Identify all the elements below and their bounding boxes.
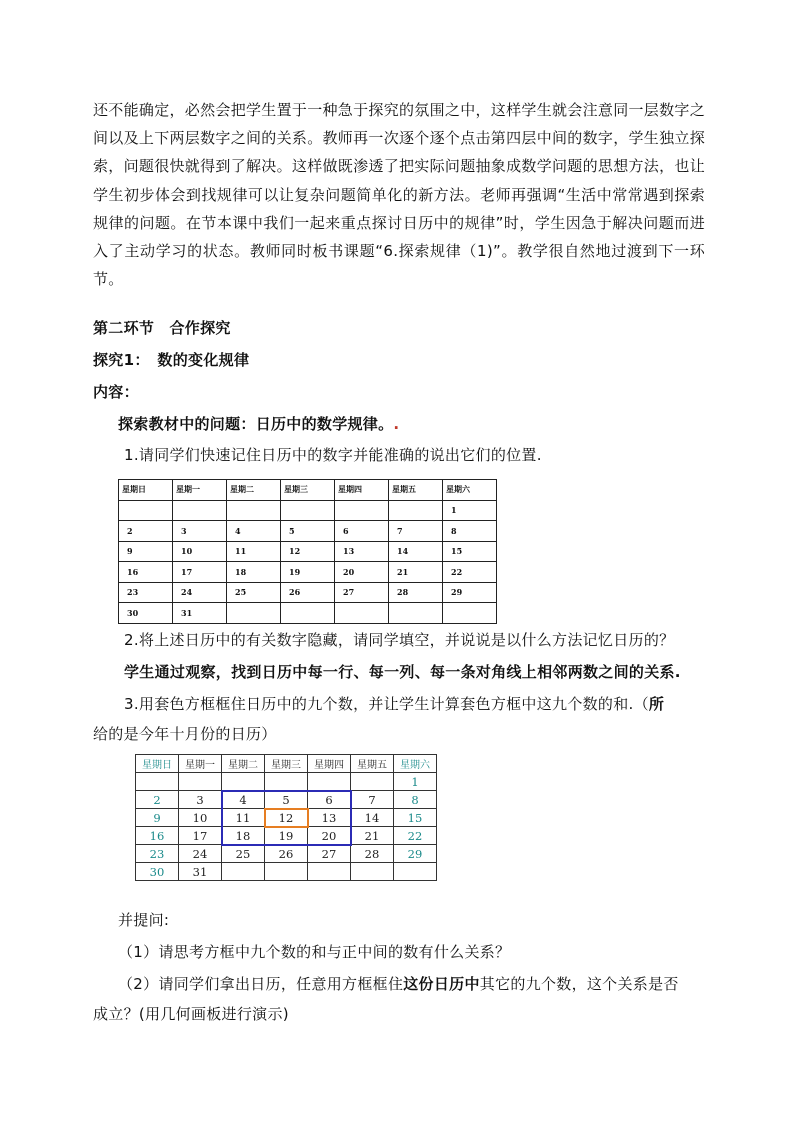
calendar-header-cell: 星期四 xyxy=(308,755,351,773)
calendar-cell: 2 xyxy=(136,791,179,809)
calendar-row xyxy=(119,582,497,603)
calendar-cell xyxy=(281,500,335,521)
item-3-line-2: 给的是今年十月份的日历） xyxy=(93,725,277,743)
calendar-cell: 12 xyxy=(281,541,335,562)
item-3-bold: 所 xyxy=(648,695,665,713)
ask-label: 并提问: xyxy=(118,911,170,929)
calendar-cell xyxy=(227,603,281,624)
calendar-cell: 18 xyxy=(227,562,281,583)
calendar-cell xyxy=(281,603,335,624)
calendar-cell: 13 xyxy=(308,809,351,827)
calendar-cell: 5 xyxy=(281,521,335,542)
question-2-text-a: （2）请同学们拿出日历，任意用方框框住 xyxy=(118,975,404,993)
calendar-cell: 11 xyxy=(227,541,281,562)
calendar-cell: 29 xyxy=(394,845,437,863)
calendar-header-cell: 星期二 xyxy=(227,480,281,501)
calendar-cell: 21 xyxy=(351,827,394,845)
calendar-cell: 25 xyxy=(227,582,281,603)
calendar-cell: 30 xyxy=(119,603,173,624)
calendar-cell xyxy=(222,773,265,791)
calendar-cell: 18 xyxy=(222,827,265,845)
calendar-cell: 20 xyxy=(335,562,389,583)
intro-paragraph: 还不能确定，必然会把学生置于一种急于探究的氛围之中，这样学生就会注意同一层数字之间以及上下两层数字之间的关系。教师再一次逐个逐个点击第四层中间的数字，学生独立探索，问题很快就得到了解决。这样做既渗透了把实际问题抽象成数学问题的思想方法，也让学生初步体会到找规律可以让复杂问题简单化的新方法。老师再强调“生活中常常遇到探索规律的问题。在节本课中我们一起来重点探讨日历中的规律”时，学生因急于解决问题而进入了主动学习的状态。教师同时板书课题“6.探索规律（1)”。教学很自然地过渡到下一环节。 xyxy=(93,101,706,289)
calendar-cell: 22 xyxy=(394,827,437,845)
calendar-cell: 22 xyxy=(443,562,497,583)
calendar-cell: 4 xyxy=(227,521,281,542)
calendar-cell: 19 xyxy=(281,562,335,583)
calendar-row xyxy=(119,521,497,542)
calendar-cell: 8 xyxy=(394,791,437,809)
calendar-cell: 21 xyxy=(389,562,443,583)
calendar-header-cell: 星期日 xyxy=(119,480,173,501)
calendar-cell xyxy=(351,863,394,881)
calendar-header-cell: 星期五 xyxy=(351,755,394,773)
calendar-row xyxy=(136,863,437,881)
calendar-cell: 28 xyxy=(351,845,394,863)
calendar-header-cell: 星期三 xyxy=(281,480,335,501)
calendar-cell: 3 xyxy=(179,791,222,809)
calendar-cell: 24 xyxy=(173,582,227,603)
question-2 xyxy=(118,974,679,994)
calendar-cell xyxy=(265,863,308,881)
calendar-header-cell: 星期一 xyxy=(179,755,222,773)
calendar-cell: 27 xyxy=(308,845,351,863)
calendar-cell xyxy=(308,773,351,791)
calendar-cell: 24 xyxy=(179,845,222,863)
calendar-cell: 12 xyxy=(265,809,308,827)
content-label: 内容： xyxy=(93,383,139,401)
calendar-cell: 29 xyxy=(443,582,497,603)
calendar-cell: 13 xyxy=(335,541,389,562)
calendar-cell xyxy=(227,500,281,521)
section-heading: 第二环节 合作探究 xyxy=(93,319,231,337)
calendar-cell xyxy=(389,500,443,521)
calendar-cell: 25 xyxy=(222,845,265,863)
calendar-cell: 20 xyxy=(308,827,351,845)
calendar-cell xyxy=(136,773,179,791)
calendar-row xyxy=(136,773,437,791)
calendar-cell: 26 xyxy=(281,582,335,603)
calendar-header-row xyxy=(136,755,437,773)
calendar-cell xyxy=(394,863,437,881)
calendar-cell: 9 xyxy=(119,541,173,562)
calendar-row xyxy=(119,541,497,562)
calendar-cell: 10 xyxy=(179,809,222,827)
problem-title xyxy=(118,414,399,434)
calendar-cell: 23 xyxy=(119,582,173,603)
calendar-cell: 19 xyxy=(265,827,308,845)
calendar-cell: 16 xyxy=(119,562,173,583)
calendar-cell: 15 xyxy=(443,541,497,562)
inquiry-heading: 探究1： 数的变化规律 xyxy=(93,351,250,369)
calendar-row xyxy=(136,845,437,863)
calendar-cell xyxy=(265,773,308,791)
question-2-text-b: 其它的九个数，这个关系是否 xyxy=(479,975,679,993)
calendar-cell: 1 xyxy=(443,500,497,521)
calendar-cell xyxy=(335,500,389,521)
calendar-cell xyxy=(119,500,173,521)
calendar-header-cell: 星期六 xyxy=(394,755,437,773)
item-2-answer: 学生通过观察，找到日历中每一行、每一列、每一条对角线上相邻两数之间的关系. xyxy=(124,663,681,681)
calendar-cell: 1 xyxy=(394,773,437,791)
calendar-cell: 8 xyxy=(443,521,497,542)
calendar-cell: 16 xyxy=(136,827,179,845)
calendar-cell: 14 xyxy=(351,809,394,827)
calendar-cell xyxy=(351,773,394,791)
calendar-cell: 17 xyxy=(179,827,222,845)
calendar-cell: 27 xyxy=(335,582,389,603)
calendar-cell: 3 xyxy=(173,521,227,542)
calendar-table-2 xyxy=(135,754,437,881)
calendar-cell: 30 xyxy=(136,863,179,881)
calendar-cell xyxy=(335,603,389,624)
calendar-cell xyxy=(173,500,227,521)
calendar-cell: 6 xyxy=(335,521,389,542)
calendar-cell: 31 xyxy=(179,863,222,881)
item-1: 1.请同学们快速记住日历中的数字并能准确的说出它们的位置. xyxy=(124,446,542,464)
calendar-cell: 4 xyxy=(222,791,265,809)
calendar-cell: 2 xyxy=(119,521,173,542)
calendar-header-cell: 星期日 xyxy=(136,755,179,773)
calendar-cell xyxy=(179,773,222,791)
calendar-cell: 11 xyxy=(222,809,265,827)
calendar-cell: 9 xyxy=(136,809,179,827)
question-2-line-2: 成立？(用几何画板进行演示) xyxy=(93,1005,289,1023)
calendar-cell xyxy=(389,603,443,624)
calendar-row xyxy=(136,827,437,845)
calendar-cell: 31 xyxy=(173,603,227,624)
calendar-cell: 5 xyxy=(265,791,308,809)
calendar-header-cell: 星期三 xyxy=(265,755,308,773)
calendar-cell: 23 xyxy=(136,845,179,863)
calendar-cell: 17 xyxy=(173,562,227,583)
calendar-header-cell: 星期一 xyxy=(173,480,227,501)
calendar-cell: 10 xyxy=(173,541,227,562)
calendar-header-cell: 星期二 xyxy=(222,755,265,773)
problem-title-text: 探索教材中的问题：日历中的数学规律。 xyxy=(118,415,394,433)
item-3-text: 3.用套色方框框住日历中的九个数，并让学生计算套色方框中这九个数的和.（ xyxy=(124,695,649,713)
calendar-cell: 26 xyxy=(265,845,308,863)
question-1: （1）请思考方框中九个数的和与正中间的数有什么关系？ xyxy=(118,943,511,961)
calendar-cell xyxy=(443,603,497,624)
calendar-cell: 14 xyxy=(389,541,443,562)
calendar-cell: 15 xyxy=(394,809,437,827)
calendar-row xyxy=(119,500,497,521)
item-2: 2.将上述日历中的有关数字隐藏，请同学填空，并说说是以什么方法记忆日历的？ xyxy=(124,631,675,649)
calendar-cell: 28 xyxy=(389,582,443,603)
item-3 xyxy=(124,694,664,714)
calendar-header-cell: 星期五 xyxy=(389,480,443,501)
calendar-cell xyxy=(308,863,351,881)
calendar-header-row xyxy=(119,480,497,501)
calendar-header-cell: 星期六 xyxy=(443,480,497,501)
calendar-cell: 6 xyxy=(308,791,351,809)
question-2-bold: 这份日历中 xyxy=(403,975,480,993)
calendar-row xyxy=(119,562,497,583)
calendar-row xyxy=(136,809,437,827)
calendar-cell: 7 xyxy=(351,791,394,809)
problem-title-dot: . xyxy=(393,415,400,433)
calendar-cell: 7 xyxy=(389,521,443,542)
calendar-table-1 xyxy=(118,479,497,624)
calendar-header-cell: 星期四 xyxy=(335,480,389,501)
calendar-row xyxy=(136,791,437,809)
calendar-row xyxy=(119,603,497,624)
calendar-cell xyxy=(222,863,265,881)
